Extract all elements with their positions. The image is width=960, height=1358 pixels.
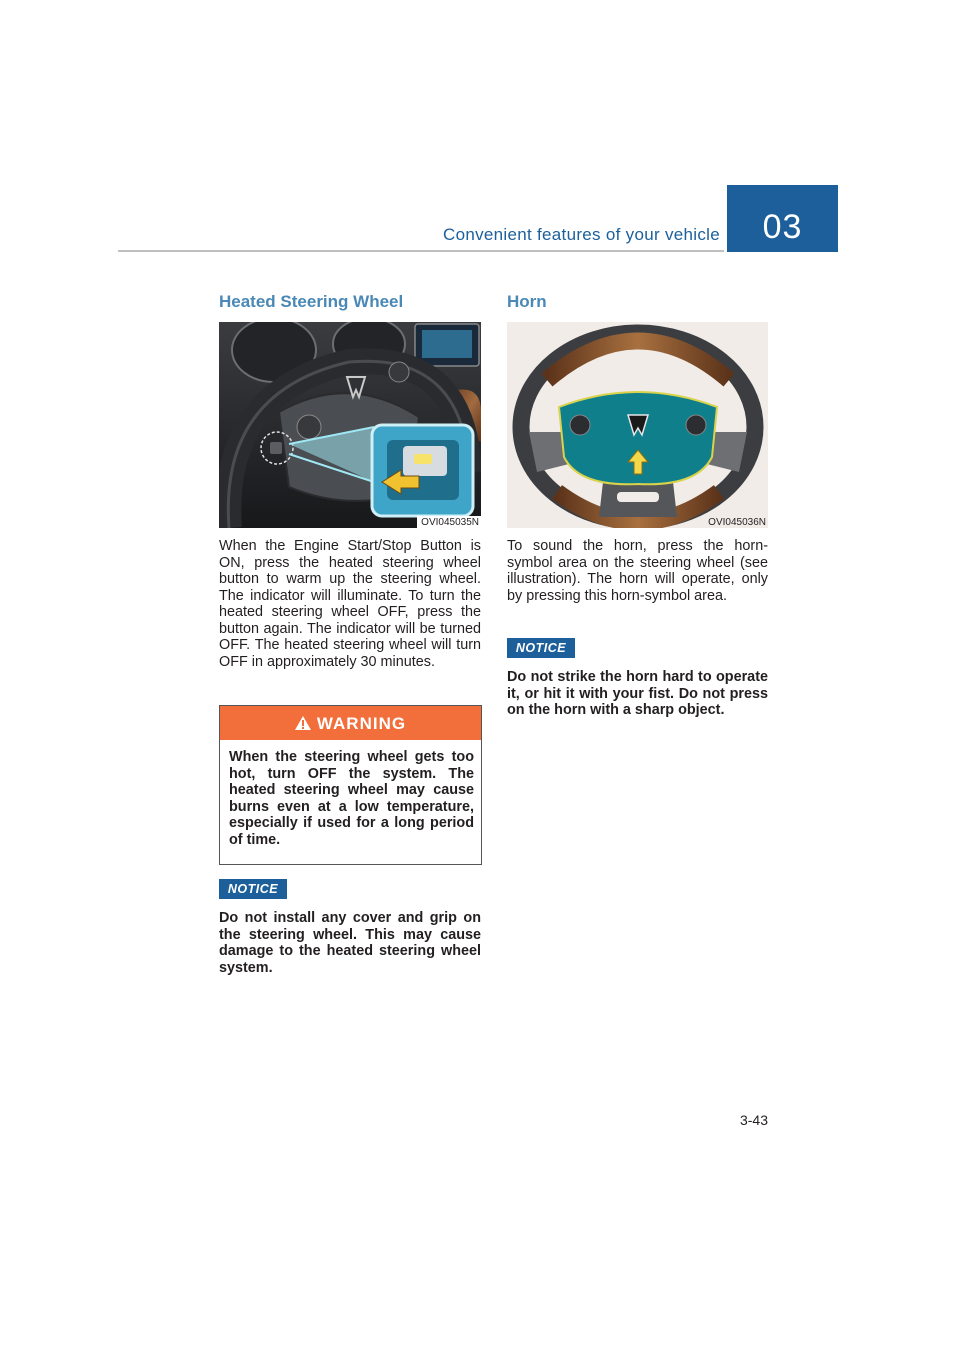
notice-text-right: Do not strike the horn hard to operate it, or hit it with your fist. Do not press on the horn with a sharp object.: [507, 669, 768, 718]
figure-horn: [507, 322, 768, 528]
warning-label: WARNING: [316, 714, 407, 733]
figure-code: OVI045035N: [417, 516, 481, 528]
warning-text: When the steering wheel gets too hot, turn OFF the system. The heated steering wheel may cause burns even at a low temperature, especially if used for a long period of time.: [229, 749, 474, 848]
horn-steering-wheel-illustration: [507, 322, 768, 528]
warning-header: [220, 706, 481, 740]
horn-body-text: To sound the horn, press the horn-symbol area on the steering wheel (see illustration). The horn will operate, only by pressing this horn-symbol area.: [507, 538, 768, 604]
warning-triangle-icon: [295, 716, 311, 730]
notice-badge-left: NOTICE: [219, 879, 287, 899]
warning-box: [219, 705, 482, 865]
chapter-title: Convenient features of your vehicle: [443, 225, 720, 244]
heated-steering-wheel-illustration: [219, 322, 481, 528]
notice-badge-right: NOTICE: [507, 638, 575, 658]
chapter-number: 03: [762, 208, 803, 246]
figure-heated-steering-wheel: [219, 322, 481, 528]
figure-code: OVI045036N: [708, 517, 766, 528]
notice-text-left: Do not install any cover and grip on the steering wheel. This may cause damage to the heated steering wheel system.: [219, 910, 481, 976]
section-heading-horn: Horn: [507, 292, 547, 311]
heated-wheel-body-text: When the Engine Start/Stop Button is ON, press the heated steering wheel button to warm up the steering wheel. The indicator will illuminate. To turn the heated steering wheel OFF, press the button again. The indicator will be turned OFF. The heated steering wheel will turn OFF in approximately 30 minutes.: [219, 538, 481, 670]
header-rule: [118, 250, 724, 252]
page-number: 3-43: [739, 1112, 768, 1128]
section-heading-heated-steering-wheel: Heated Steering Wheel: [219, 292, 404, 311]
warning-header-content: [220, 714, 481, 734]
